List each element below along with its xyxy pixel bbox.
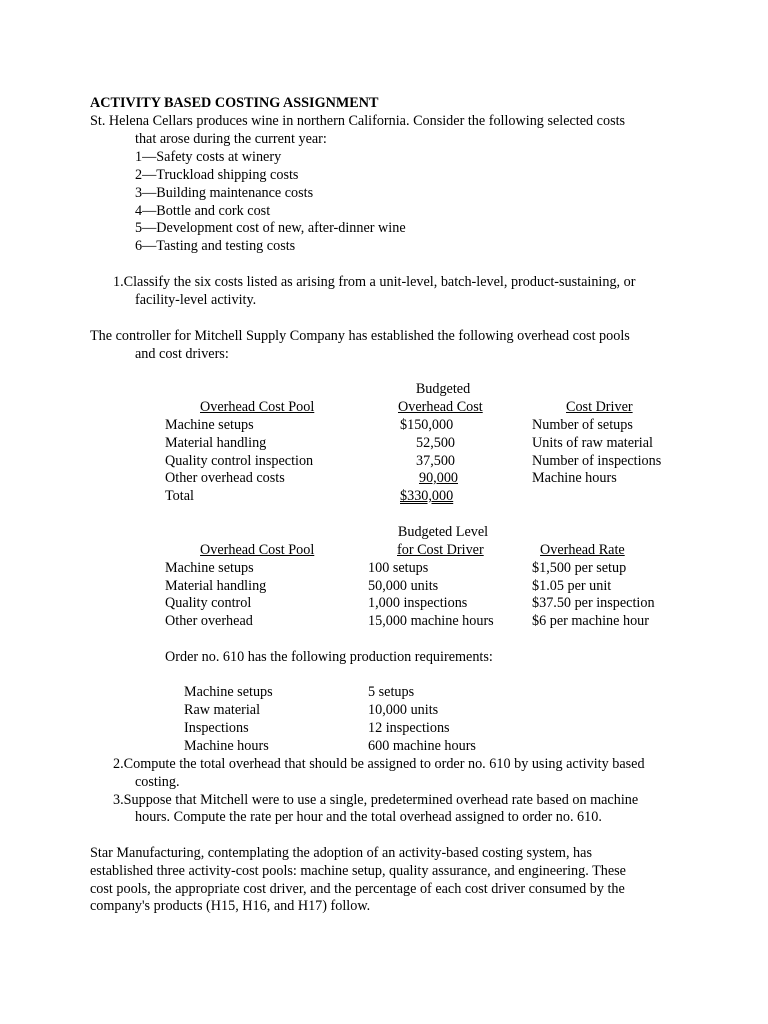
table1-pool-cell: Machine setups <box>165 417 254 433</box>
question-2-line-1: 2.Compute the total overhead that should be assigned to order no. 610 by using activity based <box>113 756 645 772</box>
order-item-cell: Machine setups <box>184 684 273 700</box>
table1-total-label: Total <box>165 488 194 504</box>
table2-rate-cell: $6 per machine hour <box>532 613 650 629</box>
cost-item: 4—Bottle and cork cost <box>135 203 271 219</box>
cost-item: 3—Building maintenance costs <box>135 185 314 201</box>
table2-pool-cell: Machine setups <box>165 560 254 576</box>
table2-rate-cell: $1.05 per unit <box>532 578 612 594</box>
table2-rate-cell: $37.50 per inspection <box>532 595 655 611</box>
table1-pool-cell: Quality control inspection <box>165 453 314 469</box>
cost-item: 6—Tasting and testing costs <box>135 238 296 254</box>
table2-col-level: for Cost Driver <box>397 542 484 558</box>
cost-item: 1—Safety costs at winery <box>135 149 282 165</box>
question-2-line-2: costing. <box>135 774 180 790</box>
order-item-cell: Raw material <box>184 702 261 718</box>
table1-driver-cell: Number of inspections <box>532 453 662 469</box>
mitchell-intro-line-2: and cost drivers: <box>135 346 229 362</box>
table1-header-budgeted: Budgeted <box>415 381 471 397</box>
table2-header-budgeted: Budgeted Level <box>397 524 489 540</box>
table1-pool-cell: Other overhead costs <box>165 470 285 486</box>
question-3-line-1: 3.Suppose that Mitchell were to use a single, predetermined overhead rate based on machine <box>113 792 639 808</box>
table2-level-cell: 1,000 inspections <box>368 595 468 611</box>
order-item-cell: Inspections <box>184 720 249 736</box>
cost-item: 2—Truckload shipping costs <box>135 167 299 183</box>
table1-driver-cell: Number of setups <box>532 417 633 433</box>
order-qty-cell: 5 setups <box>368 684 415 700</box>
mitchell-intro-line-1: The controller for Mitchell Supply Company has established the following overhead cost pools <box>90 328 630 344</box>
star-line: cost pools, the appropriate cost driver, and the percentage of each cost driver consumed by the <box>90 881 625 897</box>
table1-cost-cell: $150,000 <box>400 417 454 433</box>
table1-col-pool: Overhead Cost Pool <box>200 399 315 415</box>
table1-total-value: $330,000 <box>400 488 454 504</box>
order-item-cell: Machine hours <box>184 738 269 754</box>
table1-pool-cell: Material handling <box>165 435 267 451</box>
table2-col-pool: Overhead Cost Pool <box>200 542 315 558</box>
star-line: Star Manufacturing, contemplating the adoption of an activity-based costing system, has <box>90 845 592 861</box>
order-qty-cell: 10,000 units <box>368 702 439 718</box>
table1-col-cost: Overhead Cost <box>398 399 483 415</box>
cost-item: 5—Development cost of new, after-dinner wine <box>135 220 406 236</box>
table2-pool-cell: Other overhead <box>165 613 253 629</box>
table2-level-cell: 15,000 machine hours <box>368 613 494 629</box>
table1-cost-cell: 52,500 <box>416 435 456 451</box>
table2-rate-cell: $1,500 per setup <box>532 560 627 576</box>
order-qty-cell: 600 machine hours <box>368 738 476 754</box>
table2-level-cell: 50,000 units <box>368 578 439 594</box>
table2-pool-cell: Material handling <box>165 578 267 594</box>
document-title: ACTIVITY BASED COSTING ASSIGNMENT <box>90 95 379 111</box>
star-line: company's products (H15, H16, and H17) follow. <box>90 898 371 914</box>
table2-level-cell: 100 setups <box>368 560 429 576</box>
table1-cost-cell: 90,000 <box>418 470 458 486</box>
table1-col-driver: Cost Driver <box>566 399 633 415</box>
question-1-line-1: 1.Classify the six costs listed as arising from a unit-level, batch-level, product-sustaining, or <box>113 274 636 290</box>
star-line: established three activity-cost pools: machine setup, quality assurance, and engineering. These <box>90 863 626 879</box>
table2-pool-cell: Quality control <box>165 595 252 611</box>
table1-driver-cell: Machine hours <box>532 470 617 486</box>
order-qty-cell: 12 inspections <box>368 720 450 736</box>
table1-driver-cell: Units of raw material <box>532 435 653 451</box>
intro-line-2: that arose during the current year: <box>135 131 327 147</box>
order-intro: Order no. 610 has the following production requirements: <box>165 649 493 665</box>
question-1-line-2: facility-level activity. <box>135 292 257 308</box>
question-3-line-2: hours. Compute the rate per hour and the total overhead assigned to order no. 610. <box>135 809 602 825</box>
table1-cost-cell: 37,500 <box>416 453 456 469</box>
intro-line-1: St. Helena Cellars produces wine in northern California. Consider the following selected costs <box>90 113 626 129</box>
table2-col-rate: Overhead Rate <box>540 542 625 558</box>
